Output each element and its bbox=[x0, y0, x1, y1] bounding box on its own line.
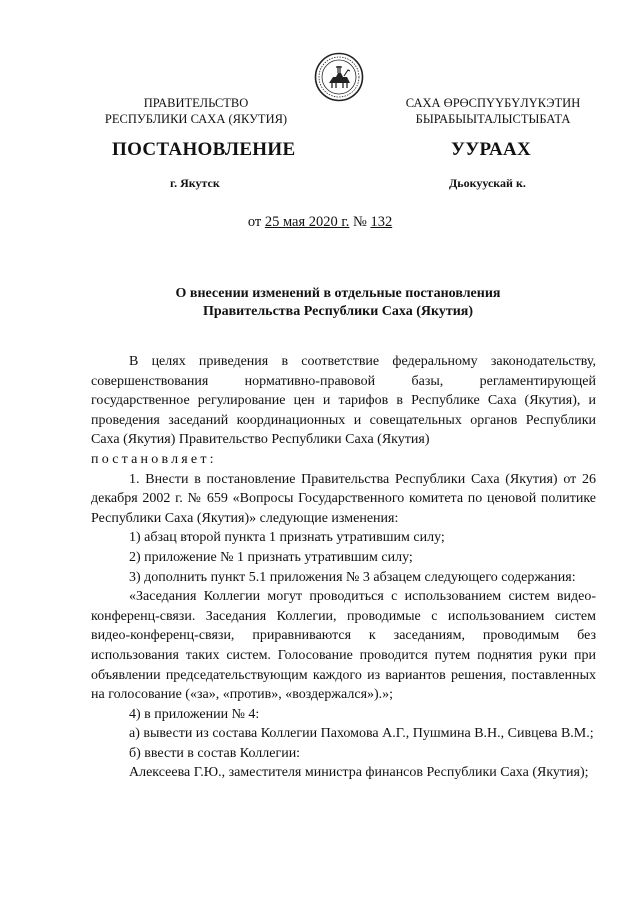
header-left-line-1: ПРАВИТЕЛЬСТВО bbox=[143, 96, 249, 110]
city-ru: г. Якутск bbox=[170, 176, 220, 190]
header-right-line-2: БЫРАБЫЫТАЛЫСТЫБАТА bbox=[415, 112, 571, 126]
subitem-2: 2) приложение № 1 признать утратившим силу; bbox=[129, 549, 413, 565]
date-prefix: от bbox=[247, 214, 262, 230]
header-right bbox=[388, 95, 598, 127]
header-left bbox=[96, 95, 296, 127]
city-sakha: Дьокуускай к. bbox=[449, 176, 526, 190]
resolves-word: постановляет: bbox=[91, 451, 217, 467]
member-entry: Алексеева Г.Ю., заместителя министра финансов Республики Саха (Якутия); bbox=[129, 765, 589, 781]
document-number: 132 bbox=[370, 214, 393, 230]
subject-line-2: Правительства Республики Саха (Якутия) bbox=[202, 304, 474, 319]
subitem-4: 4) в приложении № 4: bbox=[129, 706, 260, 722]
subitem-3: 3) дополнить пункт 5.1 приложения № 3 абзацем следующего содержания: bbox=[129, 569, 576, 585]
subitem-4b: б) ввести в состав Коллегии: bbox=[129, 745, 301, 761]
document-body bbox=[91, 352, 596, 783]
number-sign: № bbox=[352, 214, 367, 230]
subject-line-1: О внесении изменений в отдельные постановления bbox=[175, 286, 501, 301]
header-left-line-2: РЕСПУБЛИКИ САХА (ЯКУТИЯ) bbox=[104, 112, 288, 126]
preamble-paragraph: В целях приведения в соответствие федеральному законодательству, совершенствования нормативно-правовой базы, регламентирующей государственное регулирование цен и тарифов в Республике Саха (Якутия), и проведения заседаний координационных и совещательных органов Республики Саха (Якутия) Правительство Республики Саха (Якутия) bbox=[91, 354, 596, 448]
subitem-1: 1) абзац второй пункта 1 признать утратившим силу; bbox=[129, 530, 445, 546]
item-1-paragraph: 1. Внести в постановление Правительства Республики Саха (Якутия) от 26 декабря 2002 г. № 659 «Вопросы Государственного комитета по ценовой политике Республики Саха (Якутия)» следующие изменения: bbox=[91, 471, 596, 526]
document-date: 25 мая 2020 г. bbox=[264, 214, 350, 230]
doc-type-title-sakha: УУРААХ bbox=[451, 139, 532, 160]
date-number-line bbox=[0, 214, 640, 231]
sakha-coat-of-arms-icon bbox=[314, 52, 364, 102]
header-right-line-1: САХА ӨРӨСПҮҮБҮЛҮКЭТИН bbox=[405, 96, 581, 110]
quoted-text: «Заседания Коллегии могут проводиться с использованием систем видео-конференц-связи. Заседания Коллегии, проводимые с использованием систем видео-конференц-связи, приравниваются к заседаниям, проводимым без использования таких систем. Голосование проводится путем поднятия руки при объявлении председательствующим каждого из вариантов решения, поставленных на голосование («за», «против», «воздержался»).»; bbox=[91, 589, 596, 703]
doc-type-title-ru: ПОСТАНОВЛЕНИЕ bbox=[112, 139, 296, 160]
document-subject bbox=[0, 285, 640, 321]
subitem-4a: а) вывести из состава Коллегии Пахомова А.Г., Пушмина В.Н., Сивцева В.М.; bbox=[129, 726, 594, 742]
